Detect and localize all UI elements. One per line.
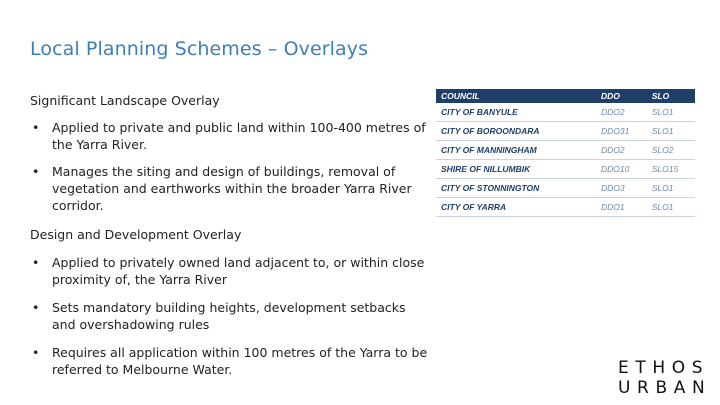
ddo-cell: DDO3	[596, 179, 647, 198]
council-cell: CITY OF BOROONDARA	[436, 122, 596, 141]
council-overlay-table	[436, 89, 695, 217]
table-row	[436, 198, 695, 217]
table-row	[436, 141, 695, 160]
bullet-icon: •	[32, 255, 40, 270]
ddo-cell: DDO10	[596, 160, 647, 179]
slo-cell: SLO2	[647, 141, 695, 160]
council-cell: CITY OF YARRA	[436, 198, 596, 217]
list-item	[30, 344, 430, 378]
bullet-icon: •	[32, 120, 40, 135]
ethos-urban-logo	[618, 358, 718, 398]
table-row	[436, 160, 695, 179]
council-cell: CITY OF MANNINGHAM	[436, 141, 596, 160]
slo-cell: SLO15	[647, 160, 695, 179]
header-council: COUNCIL	[436, 89, 596, 103]
bullet-list-ddo	[30, 254, 430, 378]
page-title: Local Planning Schemes – Overlays	[30, 38, 369, 60]
slo-cell: SLO1	[647, 122, 695, 141]
table-header-row	[436, 89, 695, 103]
slo-cell: SLO1	[647, 103, 695, 122]
header-ddo: DDO	[596, 89, 647, 103]
table-row	[436, 122, 695, 141]
bullet-text: Applied to privately owned land adjacent to, or within close proximity of, the Yarra River	[52, 255, 425, 287]
ddo-cell: DDO31	[596, 122, 647, 141]
slo-cell: SLO1	[647, 198, 695, 217]
list-item	[30, 163, 430, 214]
bullet-text: Manages the siting and design of buildings, removal of vegetation and earthworks within the broader Yarra River corridor.	[52, 164, 412, 213]
council-cell: SHIRE OF NILLUMBIK	[436, 160, 596, 179]
section-heading-ddo: Design and Development Overlay	[30, 227, 242, 242]
bullet-icon: •	[32, 345, 40, 360]
logo-line-2: URBAN	[618, 378, 712, 398]
table-row	[436, 103, 695, 122]
logo-line-1: ETHOS	[618, 358, 710, 378]
list-item	[30, 254, 430, 288]
ddo-cell: DDO2	[596, 103, 647, 122]
ddo-cell: DDO2	[596, 141, 647, 160]
slo-cell: SLO1	[647, 179, 695, 198]
section-heading-slo: Significant Landscape Overlay	[30, 93, 220, 108]
council-cell: CITY OF STONNINGTON	[436, 179, 596, 198]
bullet-text: Requires all application within 100 metres of the Yarra to be referred to Melbourne Water.	[52, 345, 428, 377]
council-cell: CITY OF BANYULE	[436, 103, 596, 122]
table-row	[436, 179, 695, 198]
bullet-text: Sets mandatory building heights, development setbacks and overshadowing rules	[52, 300, 406, 332]
bullet-list-slo	[30, 119, 430, 214]
header-slo: SLO	[647, 89, 695, 103]
ddo-cell: DDO1	[596, 198, 647, 217]
bullet-icon: •	[32, 164, 40, 179]
bullet-text: Applied to private and public land within 100-400 metres of the Yarra River.	[52, 120, 426, 152]
list-item	[30, 119, 430, 153]
content-body	[30, 92, 430, 378]
bullet-icon: •	[32, 300, 40, 315]
list-item	[30, 299, 430, 333]
